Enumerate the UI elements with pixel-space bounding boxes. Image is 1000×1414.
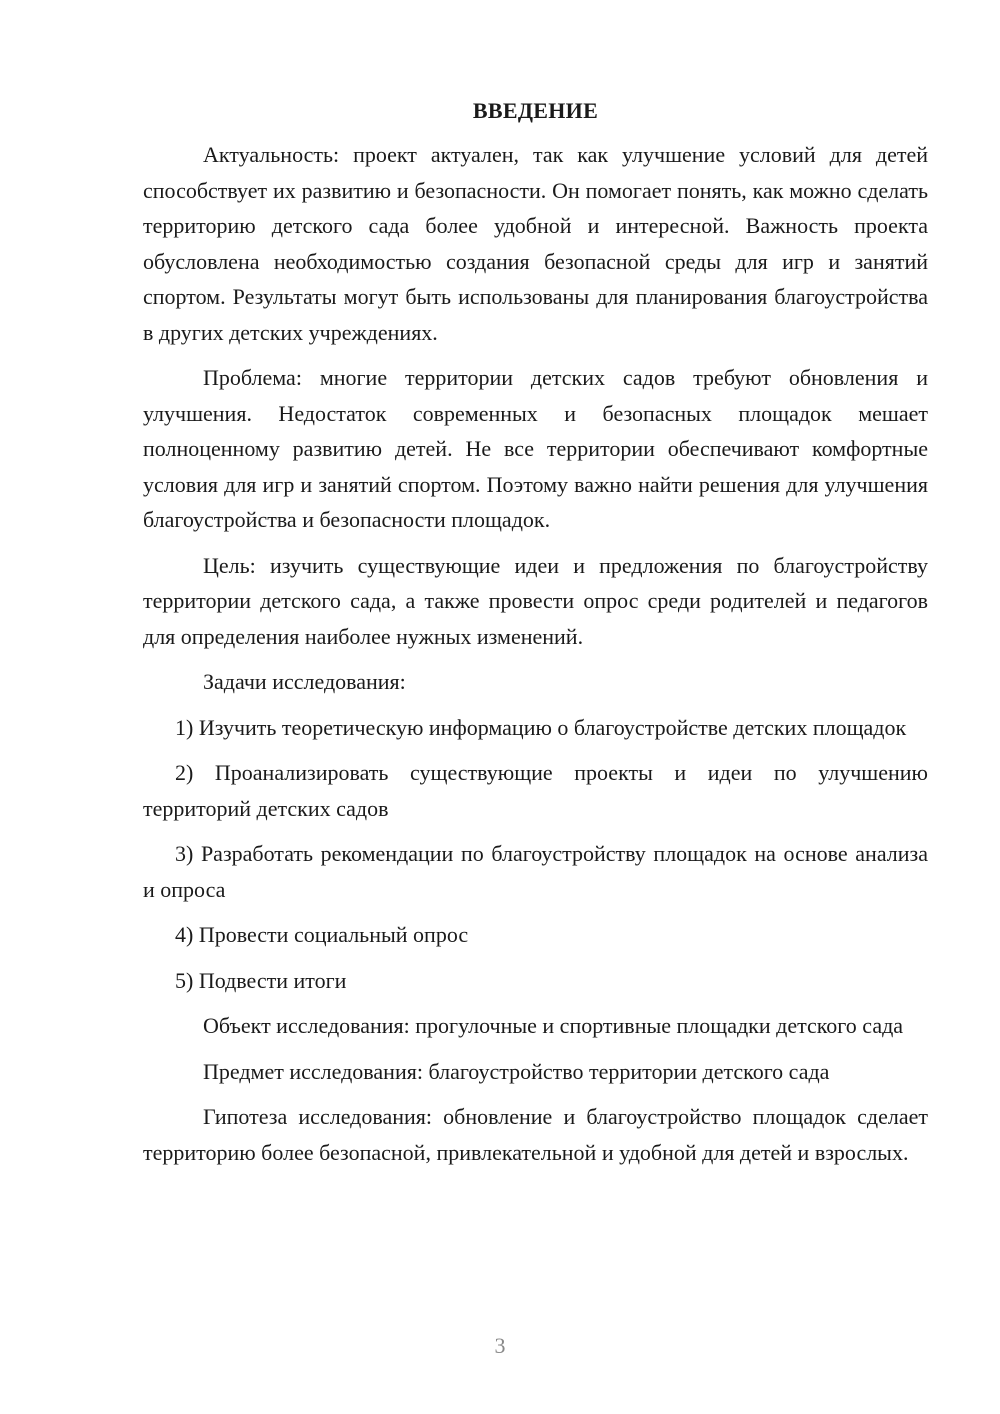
task-item-1: 1) Изучить теоретическую информацию о благоустройстве детских площадок	[175, 714, 907, 740]
task-item-3: 3) Разработать рекомендации по благоустройству площадок на основе анализа и опроса	[143, 841, 928, 902]
relevance-paragraph: Актуальность: проект актуален, так как улучшение условий для детей способствует их развитию и безопасности. Он помогает понять, как можно сделать территорию детского сада более удобной и интересной. Важность проекта обусловлена необходимостью создания безопасной среды для игр и занятий спортом. Результаты могут быть использованы для планирования благоустройства в других детских учреждениях.	[143, 142, 928, 345]
object-paragraph: Объект исследования: прогулочные и спортивные площадки детского сада	[203, 1013, 904, 1038]
problem-paragraph: Проблема: многие территории детских садов требуют обновления и улучшения. Недостаток современных и безопасных площадок мешает полноценному развитию детей. Не все территории обеспечивают комфортные условия для игр и занятий спортом. Поэтому важно найти решения для улучшения благоустройства и безопасности площадок.	[143, 365, 928, 532]
hypothesis-paragraph: Гипотеза исследования: обновление и благоустройство площадок сделает территорию более безопасной, привлекательной и удобной для детей и взрослых.	[143, 1104, 928, 1165]
page-content	[143, 96, 928, 1180]
subject-paragraph: Предмет исследования: благоустройство территории детского сада	[203, 1058, 830, 1084]
task-item-5: 5) Подвести итоги	[175, 967, 347, 993]
section-title: ВВЕДЕНИЕ	[472, 98, 599, 123]
task-item-2: 2) Проанализировать существующие проекты и идеи по улучшению территорий детских садов	[143, 760, 928, 821]
goal-paragraph: Цель: изучить существующие идеи и предложения по благоустройству территории детского сада, а также провести опрос среди родителей и педагогов для определения наиболее нужных изменений.	[143, 552, 928, 649]
tasks-heading: Задачи исследования:	[203, 669, 406, 694]
page-number: 3	[494, 1333, 506, 1358]
task-item-4: 4) Провести социальный опрос	[175, 922, 469, 947]
